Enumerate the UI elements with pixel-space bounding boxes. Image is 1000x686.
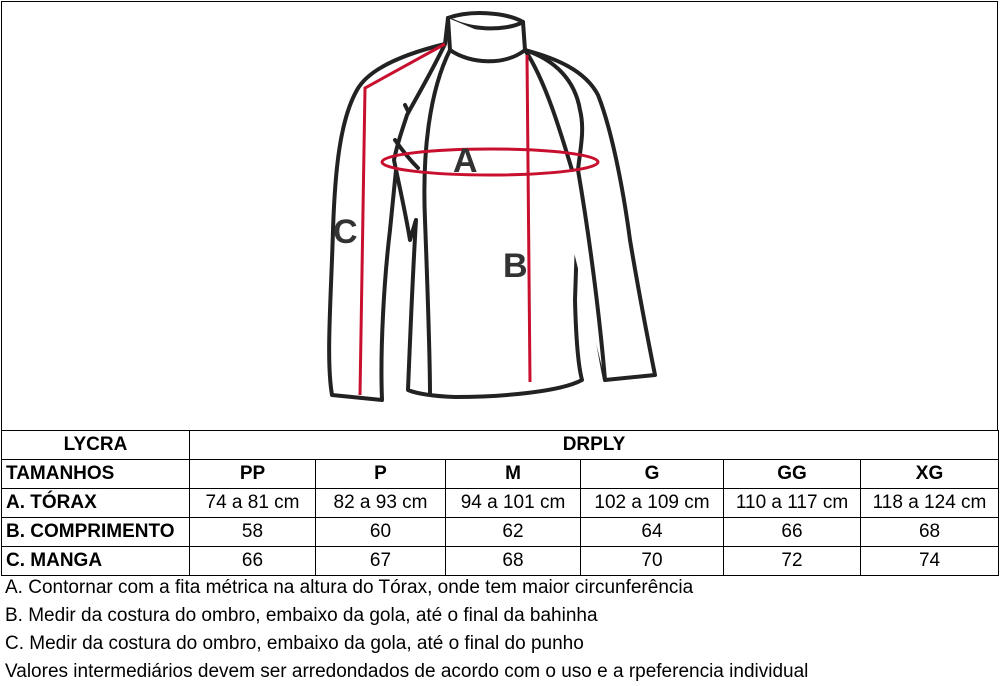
note-sleeve: C. Medir da costura do ombro, embaixo da gola, até o final do punho <box>5 633 584 654</box>
shirt-outline <box>329 13 655 400</box>
row-label-chest: A. TÓRAX <box>2 489 190 518</box>
note-chest: A. Contornar com a fita métrica na altura do Tórax, onde tem maior circunferência <box>5 577 694 598</box>
table-cell: 118 a 124 cm <box>861 489 999 518</box>
table-row <box>2 518 999 547</box>
size-g: G <box>581 460 724 489</box>
table-header-row <box>2 431 999 460</box>
table-row <box>2 489 999 518</box>
table-cell: 110 a 117 cm <box>724 489 861 518</box>
table-cell: 74 <box>861 547 999 576</box>
brand-label: DRPLY <box>190 431 999 460</box>
notes <box>5 574 995 686</box>
size-table <box>1 430 999 576</box>
label-c: C <box>333 213 358 251</box>
table-cell: 72 <box>724 547 861 576</box>
table-cell: 94 a 101 cm <box>446 489 581 518</box>
note-length: B. Medir da costura do ombro, embaixo da gola, até o final da bahinha <box>5 605 598 626</box>
table-cell: 60 <box>316 518 446 547</box>
table-cell: 82 a 93 cm <box>316 489 446 518</box>
table-cell: 62 <box>446 518 581 547</box>
size-m: M <box>446 460 581 489</box>
table-row <box>2 547 999 576</box>
table-cell: 102 a 109 cm <box>581 489 724 518</box>
table-cell: 66 <box>724 518 861 547</box>
row-label-length: B. COMPRIMENTO <box>2 518 190 547</box>
table-cell: 74 a 81 cm <box>190 489 316 518</box>
fabric-label: LYCRA <box>2 431 190 460</box>
table-cell: 70 <box>581 547 724 576</box>
size-gg: GG <box>724 460 861 489</box>
size-pp: PP <box>190 460 316 489</box>
label-b: B <box>503 247 528 285</box>
label-a: A <box>453 142 478 180</box>
table-cell: 68 <box>861 518 999 547</box>
table-cell: 64 <box>581 518 724 547</box>
table-cell: 58 <box>190 518 316 547</box>
table-cell: 67 <box>316 547 446 576</box>
sizes-row <box>2 460 999 489</box>
table-cell: 68 <box>446 547 581 576</box>
sizes-label: TAMANHOS <box>2 460 190 489</box>
size-xg: XG <box>861 460 999 489</box>
size-p: P <box>316 460 446 489</box>
note-rounding: Valores intermediários devem ser arredondados de acordo com o uso e a rpeferencia individual <box>5 661 809 682</box>
table-cell: 66 <box>190 547 316 576</box>
row-label-sleeve: C. MANGA <box>2 547 190 576</box>
